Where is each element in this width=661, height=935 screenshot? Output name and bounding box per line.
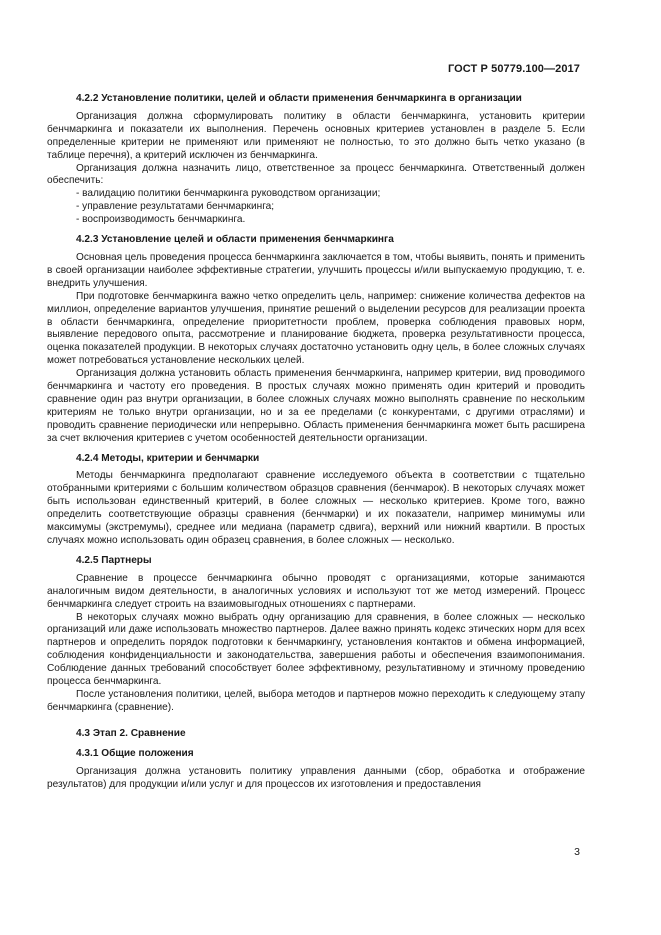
paragraph: При подготовке бенчмаркинга важно четко определить цель, например: снижение количества дефектов на миллион, определение вариантов улучшения, принятие решений о выделении ресурсов для реализации проекта в области бенчмаркинга, определение приоритетности проблем, проверка соблюдения правовых норм, выявление передового опыта, рассмотрение и планирование бюджета, проверка результативности процесса, оценка показателей продукции. В некоторых случаях достаточно установить одну цель, в более сложных случаях может потребоваться установление нескольких целей. [47, 290, 585, 367]
responsibility-list [47, 188, 585, 227]
list-item: - валидацию политики бенчмаркинга руководством организации; [76, 188, 381, 200]
paragraph: Организация должна сформулировать политику в области бенчмаркинга, установить критерии бенчмаркинга и показатели их выполнения. Перечень основных критериев установлен в разделе 5. Если определенные критерии не применяют или применяют не полностью, то это должно быть четко указано (в таблице перечня), а критерий исключен из бенчмаркинга. [47, 110, 585, 161]
paragraph: Организация должна установить политику управления данными (сбор, обработка и отображение результатов) для продукции и/или услуг и для процессов их изготовления и предоставления [47, 765, 585, 790]
page-number: 3 [574, 846, 580, 858]
paragraph: Организация должна установить область применения бенчмаркинга, например критерии, вид проводимого бенчмаркинга и частоту его проведения. В простых случаях можно применять один критерий и проводить сравнение один раз внутри организации, в более сложных случаях можно выполнять сравнение по нескольким критериям не только внутри организации, но и за ее пределами (с конкурентами, с другими отраслями) и проводить сравнение периодически или непрерывно. Область применения бенчмаркинга может быть расширена за счет включения критериев с учетом особенностей деятельности организации. [47, 368, 585, 444]
section-heading: 4.3.1 Общие положения [76, 747, 194, 759]
paragraph: Основная цель проведения процесса бенчмаркинга заключается в том, чтобы выявить, понять и применить в своей организации наиболее эффективные стратегии, улучшить процессы и/или выпускаемую продукцию, т. е. внедрить улучшения. [47, 251, 585, 289]
document-body [47, 93, 585, 791]
list-item: - управление результатами бенчмаркинга; [76, 201, 275, 213]
list-item: - воспроизводимость бенчмаркинга. [76, 214, 246, 226]
section-heading: 4.2.3 Установление целей и области применения бенчмаркинга [76, 234, 394, 246]
section-heading: 4.3 Этап 2. Сравнение [76, 727, 186, 739]
section-heading: 4.2.4 Методы, критерии и бенчмарки [76, 452, 260, 464]
section-heading: 4.2.2 Установление политики, целей и области применения бенчмаркинга в организации [76, 93, 522, 104]
standard-designation: ГОСТ Р 50779.100—2017 [447, 63, 580, 75]
section-heading: 4.2.5 Партнеры [76, 554, 152, 566]
paragraph: Сравнение в процессе бенчмаркинга обычно проводят с организациями, которые занимаются аналогичным видом деятельности, в аналогичных условиях и используют тот же метод измерений. Процесс бенчмаркинга следует строить на взаимовыгодных отношениях с партнерами. [47, 572, 585, 610]
paragraph: Организация должна назначить лицо, ответственное за процесс бенчмаркинга. Ответственный должен обеспечить: [47, 162, 585, 187]
paragraph: В некоторых случаях можно выбрать одну организацию для сравнения, в более сложных — несколько организаций или даже использовать множество партнеров. Далее важно принять кодекс этических норм для всех партнеров и определить порядок подготовки к бенчмаркингу, установления контактов и обмена информацией, соблюдения конфиденциальности и законодательства, завершения работы и обеспечения взаимопонимания. Соблюдение данных требований способствует более эффективному, результативному и этичному проведению процесса бенчмаркинга. [47, 611, 585, 688]
paragraph: Методы бенчмаркинга предполагают сравнение исследуемого объекта в соответствии с тщательно отобранными критериями с большим количеством образцов сравнения (бенчмарок). В некоторых случаях может быть использован единственный критерий, в более сложных — несколько критериев. Кроме того, важно определить соответствующие образцы сравнения (бенчмарки) и их показатели, например минимумы или максимумы (экстремумы), среднее или медиана (параметр сдвига), верхний или нижний квартили. В простых случаях можно использовать один образец сравнения, в более сложных — несколько. [47, 470, 585, 546]
paragraph: После установления политики, целей, выбора методов и партнеров можно переходить к следующему этапу бенчмаркинга (сравнение). [47, 688, 585, 713]
